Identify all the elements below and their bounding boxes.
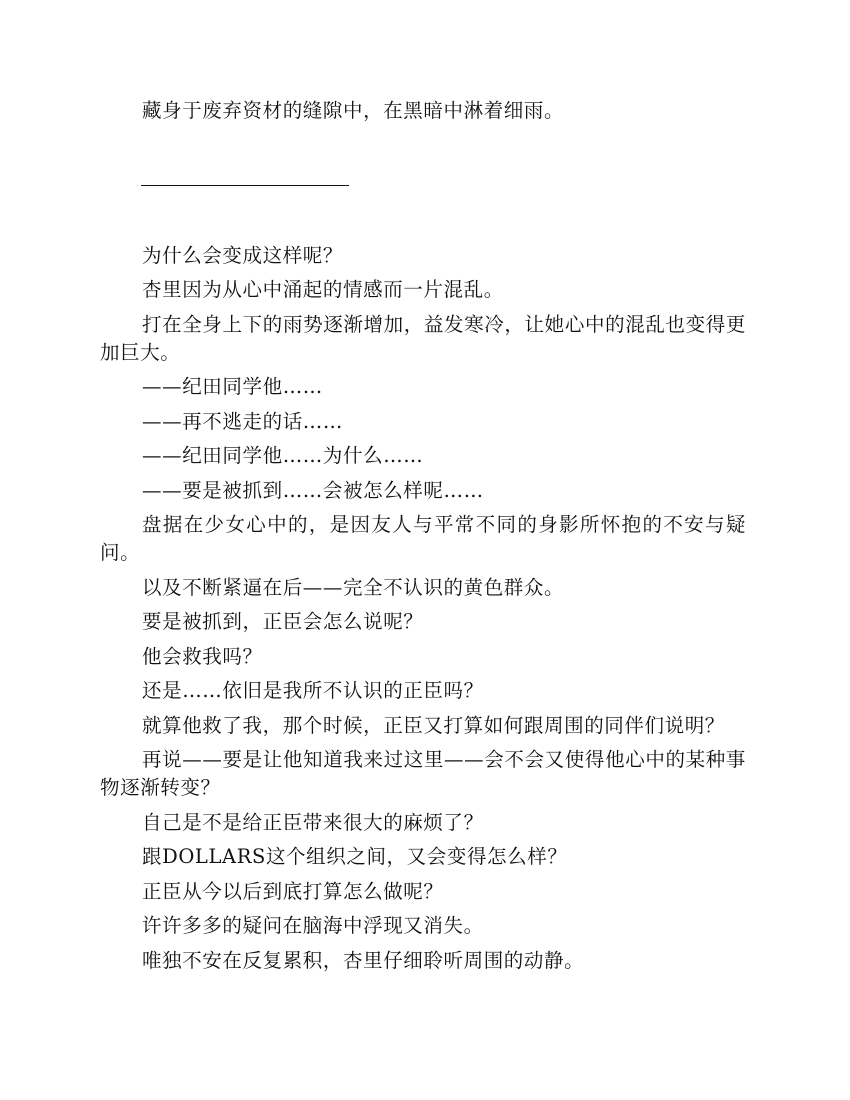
paragraph: 要是被抓到，正臣会怎么说呢？ xyxy=(142,610,424,633)
section-separator xyxy=(141,185,349,186)
paragraph: 许许多多的疑问在脑海中浮现又消失。 xyxy=(142,914,484,937)
paragraph: 就算他救了我，那个时候，正臣又打算如何跟周围的同伴们说明？ xyxy=(142,713,725,737)
paragraph: ——要是被抓到……会被怎么样呢…… xyxy=(142,478,484,502)
paragraph-opening: 藏身于废弃资材的缝隙中，在黑暗中淋着细雨。 xyxy=(142,99,565,122)
paragraph: 跟DOLLARS这个组织之间，又会变得怎么样？ xyxy=(142,845,568,868)
paragraph: ——纪田同学他……为什么…… xyxy=(142,444,424,467)
paragraph: 他会救我吗？ xyxy=(142,644,263,668)
section-separator-wrap xyxy=(100,132,746,182)
paragraph: 打在全身上下的雨势逐渐增加，益发寒冷，让她心中的混乱也变得更加巨大。 xyxy=(100,312,746,364)
paragraph: 杏里因为从心中涌起的情感而一片混乱。 xyxy=(142,278,504,301)
paragraph: 自己是不是给正臣带来很大的麻烦了？ xyxy=(142,810,484,834)
paragraph: 为什么会变成这样呢？ xyxy=(142,243,344,267)
paragraph: ——纪田同学他…… xyxy=(142,375,323,398)
paragraph: 再说——要是让他知道我来过这里——会不会又使得他心中的某种事物逐渐转变？ xyxy=(100,748,746,799)
document-page xyxy=(100,97,746,981)
section-gap xyxy=(100,182,746,242)
paragraph: 盘据在少女心中的，是因友人与平常不同的身影所怀抱的不安与疑问。 xyxy=(100,513,746,564)
paragraph: 还是……依旧是我所不认识的正臣吗？ xyxy=(142,679,484,702)
paragraph: 正臣从今以后到底打算怎么做呢？ xyxy=(142,879,444,903)
paragraph: ——再不逃走的话…… xyxy=(142,409,343,433)
paragraph: 以及不断紧逼在后——完全不认识的黄色群众。 xyxy=(142,575,565,599)
paragraph: 唯独不安在反复累积，杏里仔细聆听周围的动静。 xyxy=(142,948,585,972)
